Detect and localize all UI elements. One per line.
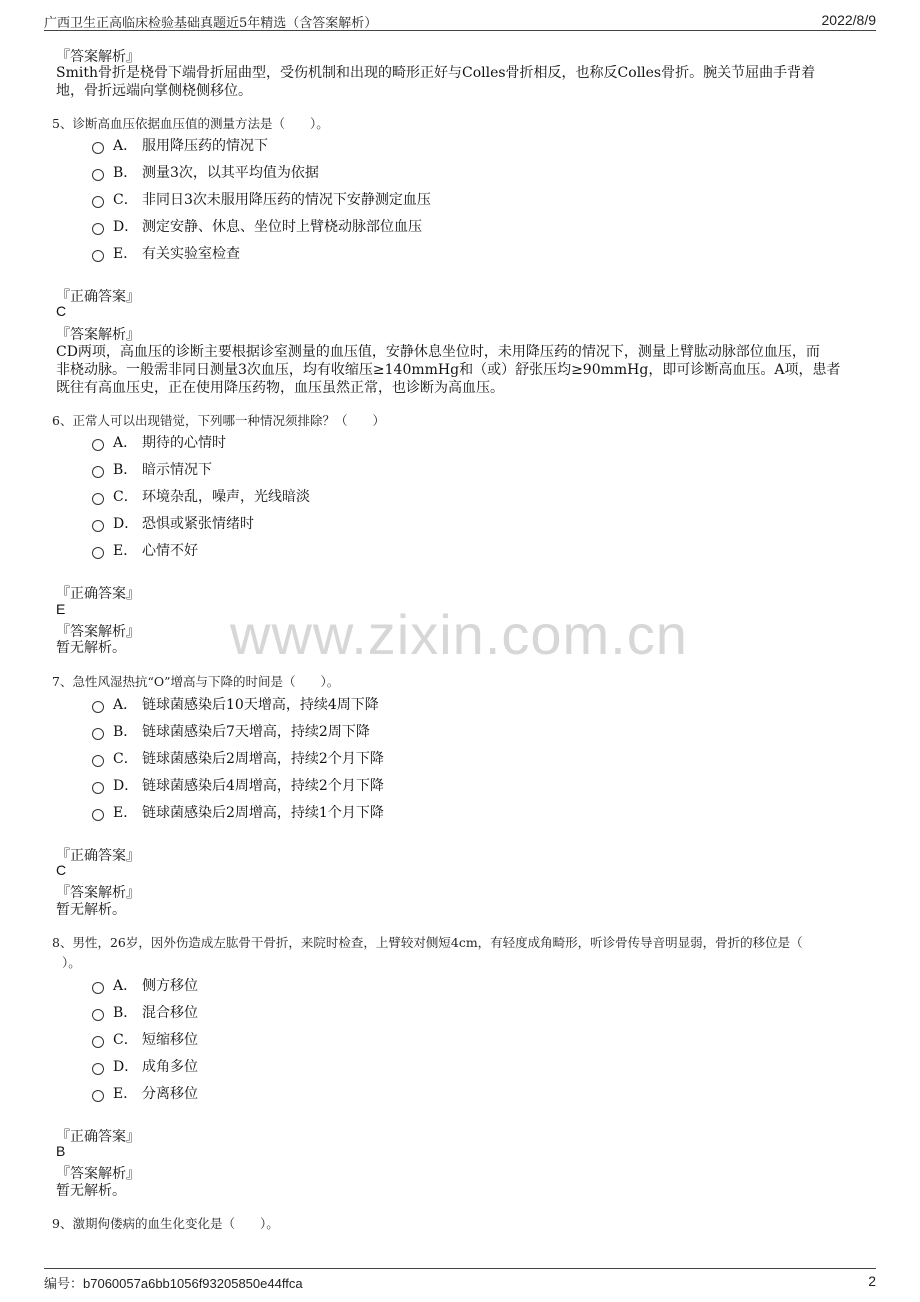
radio-icon[interactable] — [92, 809, 104, 821]
question-7-text: 7、急性风湿热抗“O”增高与下降的时间是（ ）。 — [52, 674, 340, 689]
radio-icon[interactable] — [92, 439, 104, 451]
q5-option-b[interactable]: B． 测量3次，以其平均值为依据 — [92, 161, 319, 183]
page-number: 2 — [868, 1273, 876, 1289]
answer-label: 『正确答案』 — [56, 1129, 140, 1145]
q5-option-a[interactable]: A． 服用降压药的情况下 — [92, 134, 268, 156]
radio-icon[interactable] — [92, 466, 104, 478]
radio-icon[interactable] — [92, 701, 104, 713]
analysis-text: 暂无解析。 — [56, 902, 126, 918]
q6-option-b[interactable]: B． 暗示情况下 — [92, 458, 212, 480]
radio-icon[interactable] — [92, 782, 104, 794]
radio-icon[interactable] — [92, 196, 104, 208]
radio-icon[interactable] — [92, 728, 104, 740]
correct-answer: C — [56, 303, 67, 319]
document-title: 广西卫生正高临床检验基础真题近5年精选（含答案解析） — [44, 16, 378, 31]
analysis-label: 『答案解析』 — [56, 49, 140, 65]
question-9-text: 9、激期佝偻病的血生化变化是（ ）。 — [52, 1216, 279, 1231]
q7-option-b[interactable]: B． 链球菌感染后7天增高，持续2周下降 — [92, 720, 370, 742]
radio-icon[interactable] — [92, 547, 104, 559]
analysis-text: 地，骨折远端向掌侧桡侧移位。 — [56, 83, 252, 99]
q7-option-c[interactable]: C． 链球菌感染后2周增高，持续2个月下降 — [92, 747, 384, 769]
answer-label: 『正确答案』 — [56, 289, 140, 305]
analysis-text: Smith骨折是桡骨下端骨折屈曲型，受伤机制和出现的畸形正好与Colles骨折相反，也称反Colles骨折。腕关节屈曲手背着 — [56, 65, 816, 81]
analysis-text: 暂无解析。 — [56, 640, 126, 656]
q8-option-b[interactable]: B． 混合移位 — [92, 1001, 198, 1023]
radio-icon[interactable] — [92, 493, 104, 505]
document-date: 2022/8/9 — [821, 12, 876, 28]
document-code: 编号：b7060057a6bb1056f93205850e44ffca — [44, 1276, 303, 1292]
radio-icon[interactable] — [92, 755, 104, 767]
question-6-text: 6、正常人可以出现错觉，下列哪一种情况须排除？（ ） — [52, 413, 385, 428]
q8-option-e[interactable]: E． 分离移位 — [92, 1082, 198, 1104]
q7-option-e[interactable]: E． 链球菌感染后2周增高，持续1个月下降 — [92, 801, 384, 823]
page-header — [44, 10, 876, 31]
radio-icon[interactable] — [92, 169, 104, 181]
radio-icon[interactable] — [92, 520, 104, 532]
q6-option-a[interactable]: A． 期待的心情时 — [92, 431, 226, 453]
correct-answer: E — [56, 601, 66, 617]
radio-icon[interactable] — [92, 1090, 104, 1102]
q5-option-e[interactable]: E． 有关实验室检查 — [92, 242, 240, 264]
page-footer — [44, 1268, 876, 1291]
analysis-label: 『答案解析』 — [56, 327, 140, 343]
watermark: www.zixin.com.cn — [230, 603, 688, 666]
question-8-text: 8、男性，26岁，因外伤造成左肱骨干骨折，来院时检查，上臂较对侧短4cm，有轻度成角畸形，听诊骨传导音明显弱，骨折的移位是（ — [52, 935, 803, 950]
q6-option-c[interactable]: C． 环境杂乱，噪声，光线暗淡 — [92, 485, 310, 507]
q8-option-a[interactable]: A． 侧方移位 — [92, 974, 198, 996]
q5-option-d[interactable]: D． 测定安静、休息、坐位时上臂桡动脉部位血压 — [92, 215, 422, 237]
analysis-label: 『答案解析』 — [56, 1166, 140, 1182]
analysis-text: 非桡动脉。一般需非同日测量3次血压，均有收缩压≥140mmHg和（或）舒张压均≥90mmHg，即可诊断高血压。A项，患者 — [56, 362, 841, 378]
analysis-label: 『答案解析』 — [56, 624, 140, 640]
radio-icon[interactable] — [92, 142, 104, 154]
analysis-label: 『答案解析』 — [56, 885, 140, 901]
q7-option-a[interactable]: A． 链球菌感染后10天增高，持续4周下降 — [92, 693, 379, 715]
answer-label: 『正确答案』 — [56, 848, 140, 864]
answer-label: 『正确答案』 — [56, 586, 140, 602]
q8-option-d[interactable]: D． 成角多位 — [92, 1055, 198, 1077]
correct-answer: B — [56, 1143, 66, 1159]
radio-icon[interactable] — [92, 1063, 104, 1075]
q5-option-c[interactable]: C． 非同日3次未服用降压药的情况下安静测定血压 — [92, 188, 431, 210]
q6-option-e[interactable]: E． 心情不好 — [92, 539, 198, 561]
radio-icon[interactable] — [92, 1009, 104, 1021]
correct-answer: C — [56, 862, 67, 878]
radio-icon[interactable] — [92, 223, 104, 235]
analysis-text: 既往有高血压史，正在使用降压药物，血压虽然正常，也诊断为高血压。 — [56, 380, 504, 396]
q8-option-c[interactable]: C． 短缩移位 — [92, 1028, 198, 1050]
analysis-text: 暂无解析。 — [56, 1183, 126, 1199]
analysis-text: CD两项，高血压的诊断主要根据诊室测量的血压值，安静休息坐位时，未用降压药的情况下，测量上臂肱动脉部位血压，而 — [56, 344, 820, 360]
radio-icon[interactable] — [92, 982, 104, 994]
q7-option-d[interactable]: D． 链球菌感染后4周增高，持续2个月下降 — [92, 774, 384, 796]
radio-icon[interactable] — [92, 1036, 104, 1048]
question-5-text: 5、诊断高血压依据血压值的测量方法是（ ）。 — [52, 116, 329, 131]
q6-option-d[interactable]: D． 恐惧或紧张情绪时 — [92, 512, 254, 534]
radio-icon[interactable] — [92, 250, 104, 262]
question-8-text-cont: ）。 — [62, 955, 81, 970]
